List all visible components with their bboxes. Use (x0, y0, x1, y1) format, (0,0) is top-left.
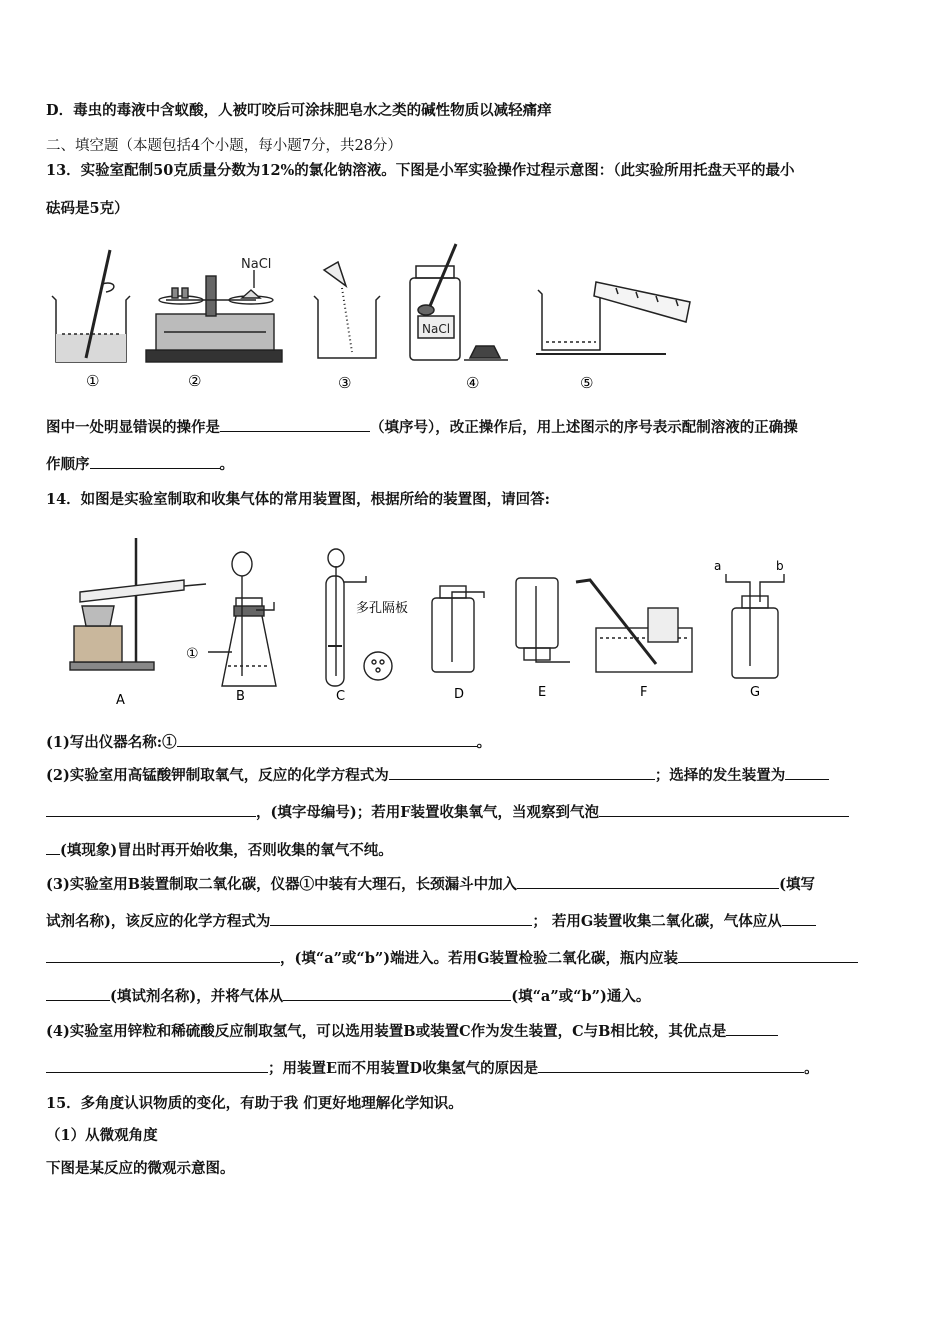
fig14-label-b: B (236, 689, 245, 704)
q14-text: ； 若用G装置收集二氧化碳，气体应从 (532, 913, 782, 930)
apparatus-d (432, 586, 484, 672)
apparatus-f (576, 580, 692, 672)
answer-blank[interactable] (46, 801, 256, 817)
q13-blank-line-2 (46, 453, 908, 475)
answer-blank[interactable] (46, 985, 110, 1001)
fig14-label-e: E (538, 685, 547, 700)
q14-text: (4)实验室用锌粒和稀硫酸反应制取氢气，可以选用装置B或装置C作为发生装置，C与B相比较，其优点是 (46, 1023, 727, 1040)
q15-part1-text: 下图是某反应的微观示意图。 (46, 1160, 235, 1177)
q14-part2-cont2 (46, 839, 908, 861)
q13-text-c: 作顺序 (46, 456, 90, 473)
fig14-label-g: G (750, 685, 761, 700)
beaker-stirring (52, 250, 130, 362)
balance (146, 270, 282, 362)
answer-blank[interactable] (90, 453, 220, 469)
q14-part3-cont (46, 910, 908, 932)
q14-stem: 14．如图是实验室制取和收集气体的常用装置图，根据所给的装置图，请回答: (46, 491, 551, 508)
answer-blank[interactable] (283, 985, 511, 1001)
q13-figure (46, 240, 706, 400)
graduated-cylinder (536, 282, 690, 354)
q14-text: (2)实验室用高锰酸钾制取氧气，反应的化学方程式为 (46, 767, 389, 784)
q14-text: 。 (476, 734, 492, 751)
answer-blank[interactable] (389, 764, 655, 780)
circle-one-label: ① (186, 646, 199, 662)
answer-blank[interactable] (46, 839, 60, 855)
q15-part1: （1）从微观角度 (46, 1127, 158, 1144)
q14-text: ，(填字母编号)；若用F装置收集氧气，当观察到气泡 (256, 804, 600, 821)
answer-blank[interactable] (177, 731, 477, 747)
q14-part1 (46, 731, 908, 753)
q13-text-b: （填序号），改正操作后，用上述图示的序号表示配制溶液的正确操 (370, 419, 798, 436)
fig14-label-d: D (454, 687, 465, 702)
answer-blank[interactable] (46, 1057, 268, 1073)
q13-text-d: 。 (219, 456, 234, 473)
nacl-label: NaCl (241, 257, 272, 272)
reagent-bottle (410, 244, 508, 360)
q13-text-a: 图中一处明显错误的操作是 (46, 419, 220, 436)
answer-blank[interactable] (517, 873, 779, 889)
beaker-pouring (314, 262, 380, 358)
q13-stem-cont: 砝码是5克） (46, 200, 129, 217)
q14-text: (1)写出仪器名称:① (46, 734, 177, 751)
apparatus-e (516, 578, 570, 662)
section-heading: 二、填空题（本题包括4个小题，每小题7分，共28分） (46, 138, 402, 154)
answer-blank[interactable] (270, 910, 532, 926)
q14-part3 (46, 873, 908, 895)
q14-text: ，(填“a”或“b”)端进入。若用G装置检验二氧化碳，瓶内应装 (280, 950, 678, 967)
q14-part2-cont (46, 801, 908, 823)
fig13-label-2: ② (188, 372, 202, 390)
answer-blank[interactable] (599, 801, 849, 817)
q14-text: (填写 (779, 876, 815, 893)
fig14-label-a: A (116, 693, 125, 708)
q14-text: 试剂名称)，该反应的化学方程式为 (46, 913, 271, 930)
q14-text: (填现象)冒出时再开始收集，否则收集的氧气不纯。 (60, 842, 393, 859)
nacl-bottle-label: NaCl (422, 322, 451, 336)
fig13-label-3: ③ (338, 374, 352, 392)
port-a-label: a (714, 559, 722, 573)
q14-part4 (46, 1020, 908, 1042)
fig13-label-5: ⑤ (580, 374, 594, 392)
porous-plate-label: 多孔隔板 (356, 601, 409, 616)
q14-part4-cont (46, 1057, 908, 1079)
q14-text: (填试剂名称)，并将气体从 (110, 988, 284, 1005)
answer-blank[interactable] (220, 416, 370, 432)
q14-part3-cont2 (46, 947, 908, 969)
q14-text: 。 (804, 1060, 819, 1077)
port-b-label: b (776, 559, 784, 573)
q14-text: (3)实验室用B装置制取二氧化碳，仪器①中装有大理石，长颈漏斗中加入 (46, 876, 518, 893)
q14-text: ；用装置E而不用装置D收集氢气的原因是 (268, 1060, 539, 1077)
apparatus-c (326, 549, 392, 686)
apparatus-g (726, 574, 784, 678)
fig14-label-c: C (336, 689, 346, 704)
answer-blank[interactable] (46, 947, 280, 963)
q13-blank-line-1 (46, 416, 908, 438)
answer-blank[interactable] (726, 1020, 778, 1036)
q13-stem: 13．实验室配制50克质量分数为12%的氯化钠溶液。下图是小军实验操作过程示意图：（此实验所用托盘天平的最小 (46, 162, 795, 179)
q14-part3-cont3 (46, 985, 908, 1007)
fig13-label-4: ④ (466, 374, 480, 392)
fig13-label-1: ① (86, 372, 100, 390)
answer-blank[interactable] (785, 764, 829, 780)
answer-blank[interactable] (538, 1057, 804, 1073)
q14-text: (填“a”或“b”)通入。 (511, 988, 651, 1005)
q15-stem: 15．多角度认识物质的变化，有助于我 们更好地理解化学知识。 (46, 1095, 463, 1112)
apparatus-b (208, 552, 276, 686)
q14-part2 (46, 764, 908, 786)
answer-blank[interactable] (678, 947, 858, 963)
answer-blank[interactable] (782, 910, 816, 926)
option-d: D．毒虫的毒液中含蚁酸，人被叮咬后可涂抹肥皂水之类的碱性物质以减轻痛痒 (46, 102, 552, 119)
q14-text: ；选择的发生装置为 (654, 767, 786, 784)
q14-figure (60, 536, 800, 708)
fig14-label-f: F (640, 685, 648, 700)
